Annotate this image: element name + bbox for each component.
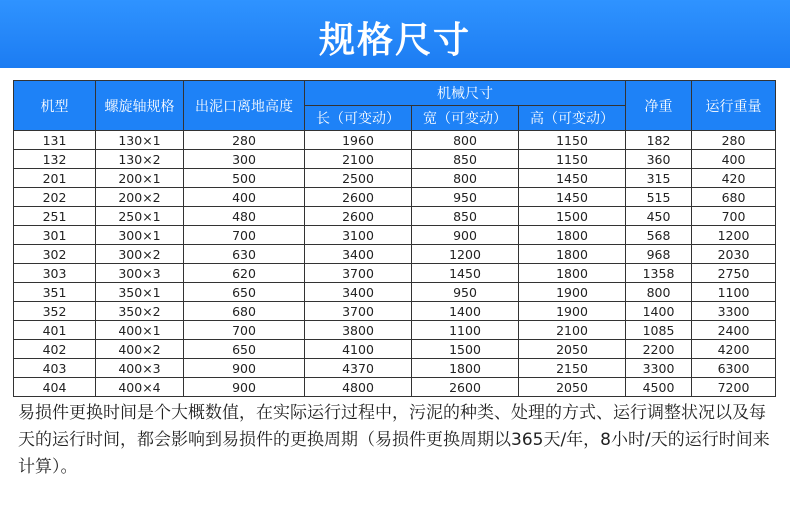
cell-height: 1500 xyxy=(519,207,626,226)
table-row xyxy=(14,207,776,226)
header-model: 机型 xyxy=(14,81,96,131)
cell-length: 2600 xyxy=(305,207,412,226)
table-row xyxy=(14,359,776,378)
cell-net-weight: 1400 xyxy=(626,302,692,321)
cell-width: 800 xyxy=(412,169,519,188)
cell-screw-spec: 400×1 xyxy=(96,321,184,340)
table-row xyxy=(14,245,776,264)
cell-length: 3400 xyxy=(305,245,412,264)
table-header xyxy=(14,81,776,131)
cell-operating-weight: 420 xyxy=(692,169,776,188)
cell-net-weight: 568 xyxy=(626,226,692,245)
cell-screw-spec: 300×1 xyxy=(96,226,184,245)
cell-model: 352 xyxy=(14,302,96,321)
cell-net-weight: 968 xyxy=(626,245,692,264)
cell-width: 1400 xyxy=(412,302,519,321)
cell-width: 1500 xyxy=(412,340,519,359)
header-width: 宽（可变动） xyxy=(412,106,519,131)
cell-operating-weight: 2750 xyxy=(692,264,776,283)
cell-outlet-height: 900 xyxy=(184,378,305,397)
header-net-weight: 净重 xyxy=(626,81,692,131)
cell-outlet-height: 650 xyxy=(184,283,305,302)
cell-model: 403 xyxy=(14,359,96,378)
cell-operating-weight: 4200 xyxy=(692,340,776,359)
cell-net-weight: 450 xyxy=(626,207,692,226)
cell-width: 2600 xyxy=(412,378,519,397)
cell-height: 1450 xyxy=(519,169,626,188)
cell-net-weight: 3300 xyxy=(626,359,692,378)
cell-outlet-height: 280 xyxy=(184,131,305,150)
cell-outlet-height: 650 xyxy=(184,340,305,359)
cell-length: 2500 xyxy=(305,169,412,188)
cell-model: 201 xyxy=(14,169,96,188)
cell-model: 301 xyxy=(14,226,96,245)
cell-net-weight: 315 xyxy=(626,169,692,188)
cell-height: 1900 xyxy=(519,283,626,302)
header-screw-spec: 螺旋轴规格 xyxy=(96,81,184,131)
cell-net-weight: 4500 xyxy=(626,378,692,397)
cell-height: 1150 xyxy=(519,131,626,150)
cell-outlet-height: 480 xyxy=(184,207,305,226)
cell-operating-weight: 680 xyxy=(692,188,776,207)
header-dimensions: 机械尺寸 xyxy=(305,81,626,106)
cell-operating-weight: 3300 xyxy=(692,302,776,321)
cell-outlet-height: 400 xyxy=(184,188,305,207)
cell-model: 131 xyxy=(14,131,96,150)
cell-height: 2050 xyxy=(519,378,626,397)
cell-screw-spec: 300×2 xyxy=(96,245,184,264)
cell-model: 402 xyxy=(14,340,96,359)
cell-outlet-height: 630 xyxy=(184,245,305,264)
cell-height: 2100 xyxy=(519,321,626,340)
cell-operating-weight: 700 xyxy=(692,207,776,226)
cell-width: 850 xyxy=(412,207,519,226)
table-row xyxy=(14,378,776,397)
cell-height: 2150 xyxy=(519,359,626,378)
cell-length: 2100 xyxy=(305,150,412,169)
cell-operating-weight: 7200 xyxy=(692,378,776,397)
cell-model: 351 xyxy=(14,283,96,302)
cell-screw-spec: 400×4 xyxy=(96,378,184,397)
cell-net-weight: 1085 xyxy=(626,321,692,340)
cell-height: 1450 xyxy=(519,188,626,207)
header-height: 高（可变动） xyxy=(519,106,626,131)
cell-operating-weight: 2400 xyxy=(692,321,776,340)
cell-model: 401 xyxy=(14,321,96,340)
cell-screw-spec: 200×2 xyxy=(96,188,184,207)
cell-screw-spec: 400×2 xyxy=(96,340,184,359)
cell-length: 4800 xyxy=(305,378,412,397)
cell-net-weight: 360 xyxy=(626,150,692,169)
cell-model: 404 xyxy=(14,378,96,397)
cell-screw-spec: 130×2 xyxy=(96,150,184,169)
cell-screw-spec: 130×1 xyxy=(96,131,184,150)
table-row xyxy=(14,226,776,245)
cell-length: 3700 xyxy=(305,302,412,321)
cell-outlet-height: 500 xyxy=(184,169,305,188)
cell-model: 302 xyxy=(14,245,96,264)
cell-width: 800 xyxy=(412,131,519,150)
cell-width: 950 xyxy=(412,188,519,207)
cell-width: 1800 xyxy=(412,359,519,378)
cell-model: 202 xyxy=(14,188,96,207)
spec-table-container xyxy=(13,80,776,397)
table-row xyxy=(14,283,776,302)
header-outlet-height: 出泥口离地高度 xyxy=(184,81,305,131)
cell-length: 3800 xyxy=(305,321,412,340)
cell-model: 303 xyxy=(14,264,96,283)
cell-length: 2600 xyxy=(305,188,412,207)
cell-operating-weight: 280 xyxy=(692,131,776,150)
cell-model: 251 xyxy=(14,207,96,226)
table-body xyxy=(14,131,776,397)
cell-outlet-height: 900 xyxy=(184,359,305,378)
cell-net-weight: 800 xyxy=(626,283,692,302)
header-operating-weight: 运行重量 xyxy=(692,81,776,131)
table-row xyxy=(14,131,776,150)
cell-width: 1100 xyxy=(412,321,519,340)
cell-width: 900 xyxy=(412,226,519,245)
spec-table xyxy=(13,80,776,397)
cell-length: 4100 xyxy=(305,340,412,359)
table-row xyxy=(14,302,776,321)
page-title: 规格尺寸 xyxy=(318,19,471,61)
table-row xyxy=(14,340,776,359)
cell-screw-spec: 200×1 xyxy=(96,169,184,188)
table-row xyxy=(14,264,776,283)
cell-operating-weight: 1100 xyxy=(692,283,776,302)
cell-height: 1800 xyxy=(519,264,626,283)
cell-outlet-height: 680 xyxy=(184,302,305,321)
cell-length: 3400 xyxy=(305,283,412,302)
replacement-note: 易损件更换时间是个大概数值，在实际运行过程中，污泥的种类、处理的方式、运行调整状况以及每天的运行时间，都会影响到易损件的更换周期（易损件更换周期以365天/年，8小时/天的运行时间来计算）。 xyxy=(18,403,770,477)
cell-net-weight: 1358 xyxy=(626,264,692,283)
cell-net-weight: 182 xyxy=(626,131,692,150)
cell-operating-weight: 2030 xyxy=(692,245,776,264)
cell-screw-spec: 350×2 xyxy=(96,302,184,321)
cell-width: 1200 xyxy=(412,245,519,264)
cell-operating-weight: 6300 xyxy=(692,359,776,378)
cell-net-weight: 2200 xyxy=(626,340,692,359)
cell-outlet-height: 700 xyxy=(184,321,305,340)
cell-operating-weight: 400 xyxy=(692,150,776,169)
cell-outlet-height: 300 xyxy=(184,150,305,169)
cell-operating-weight: 1200 xyxy=(692,226,776,245)
title-banner xyxy=(0,0,790,68)
cell-height: 2050 xyxy=(519,340,626,359)
cell-length: 3100 xyxy=(305,226,412,245)
cell-length: 1960 xyxy=(305,131,412,150)
cell-net-weight: 515 xyxy=(626,188,692,207)
cell-screw-spec: 400×3 xyxy=(96,359,184,378)
cell-outlet-height: 700 xyxy=(184,226,305,245)
cell-height: 1900 xyxy=(519,302,626,321)
table-row xyxy=(14,150,776,169)
cell-height: 1800 xyxy=(519,226,626,245)
cell-screw-spec: 300×3 xyxy=(96,264,184,283)
header-length: 长（可变动） xyxy=(305,106,412,131)
cell-length: 4370 xyxy=(305,359,412,378)
cell-screw-spec: 250×1 xyxy=(96,207,184,226)
cell-model: 132 xyxy=(14,150,96,169)
cell-width: 1450 xyxy=(412,264,519,283)
cell-height: 1800 xyxy=(519,245,626,264)
cell-height: 1150 xyxy=(519,150,626,169)
table-row xyxy=(14,188,776,207)
cell-length: 3700 xyxy=(305,264,412,283)
table-row xyxy=(14,321,776,340)
cell-outlet-height: 620 xyxy=(184,264,305,283)
cell-screw-spec: 350×1 xyxy=(96,283,184,302)
cell-width: 850 xyxy=(412,150,519,169)
table-row xyxy=(14,169,776,188)
cell-width: 950 xyxy=(412,283,519,302)
